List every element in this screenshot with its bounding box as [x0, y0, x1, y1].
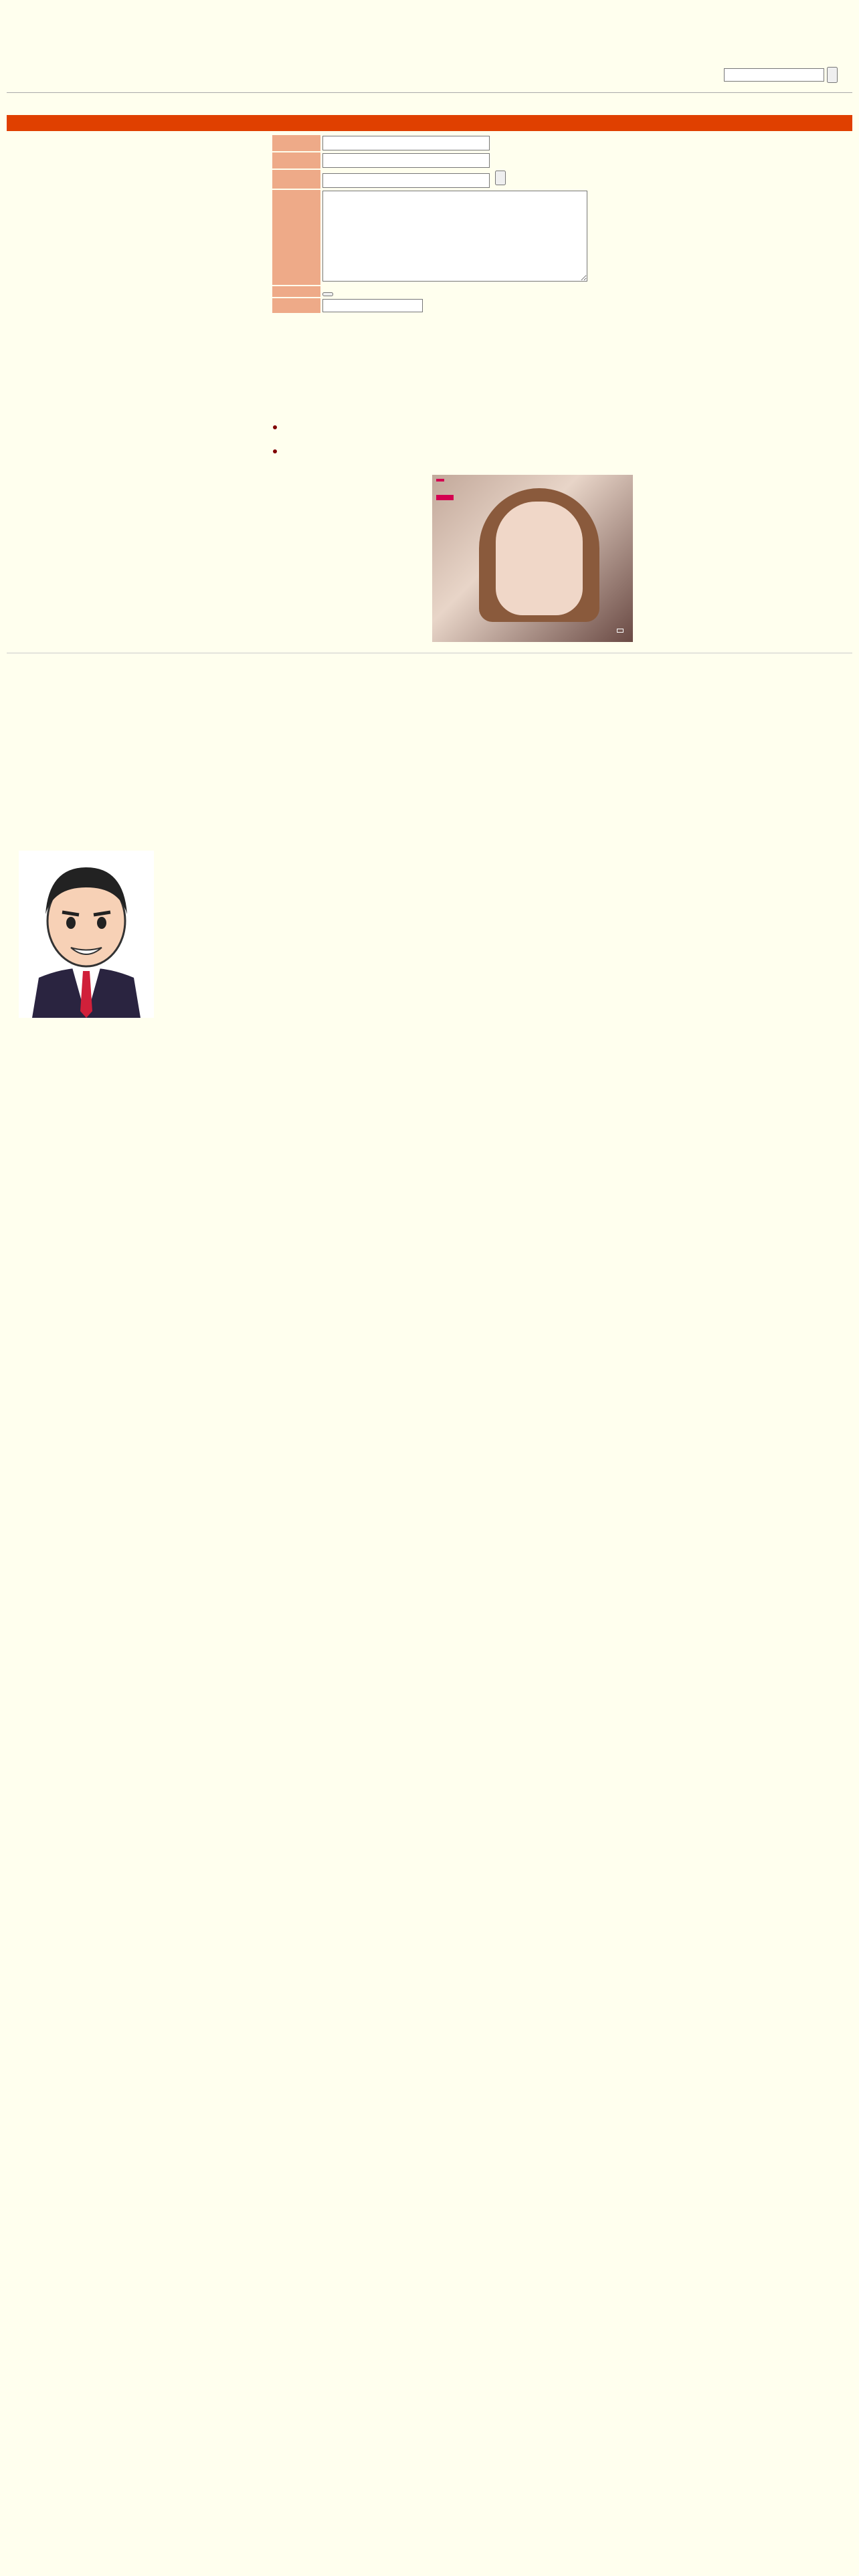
suited-man-icon [19, 851, 154, 1018]
reply-mode-bar [7, 115, 852, 131]
ad-banner[interactable] [432, 475, 633, 642]
reply-form [271, 134, 589, 314]
header-divider [7, 92, 852, 93]
delete-key-label [272, 298, 320, 313]
comment-label-cell [272, 190, 320, 285]
op-post [167, 851, 836, 873]
comment-field[interactable] [322, 191, 587, 282]
op-thumbnail[interactable] [19, 851, 154, 1018]
choose-file-button[interactable] [322, 292, 333, 296]
top-search [724, 67, 846, 83]
ad-face-shape [496, 502, 583, 615]
name-label [272, 135, 320, 151]
subject-field[interactable] [322, 173, 490, 188]
ad-badge [436, 479, 444, 481]
subject-label [272, 170, 320, 189]
file-label [272, 286, 320, 297]
op-meta [167, 851, 836, 865]
ad-side-text [436, 495, 454, 500]
search-input[interactable] [724, 68, 824, 82]
email-label [272, 152, 320, 169]
name-field[interactable] [322, 136, 490, 150]
board-nav [271, 415, 286, 463]
delete-key-field[interactable] [322, 299, 423, 312]
submit-button[interactable] [495, 171, 506, 185]
search-button[interactable] [827, 67, 838, 83]
email-field[interactable] [322, 153, 490, 168]
ad-issue [617, 629, 624, 633]
